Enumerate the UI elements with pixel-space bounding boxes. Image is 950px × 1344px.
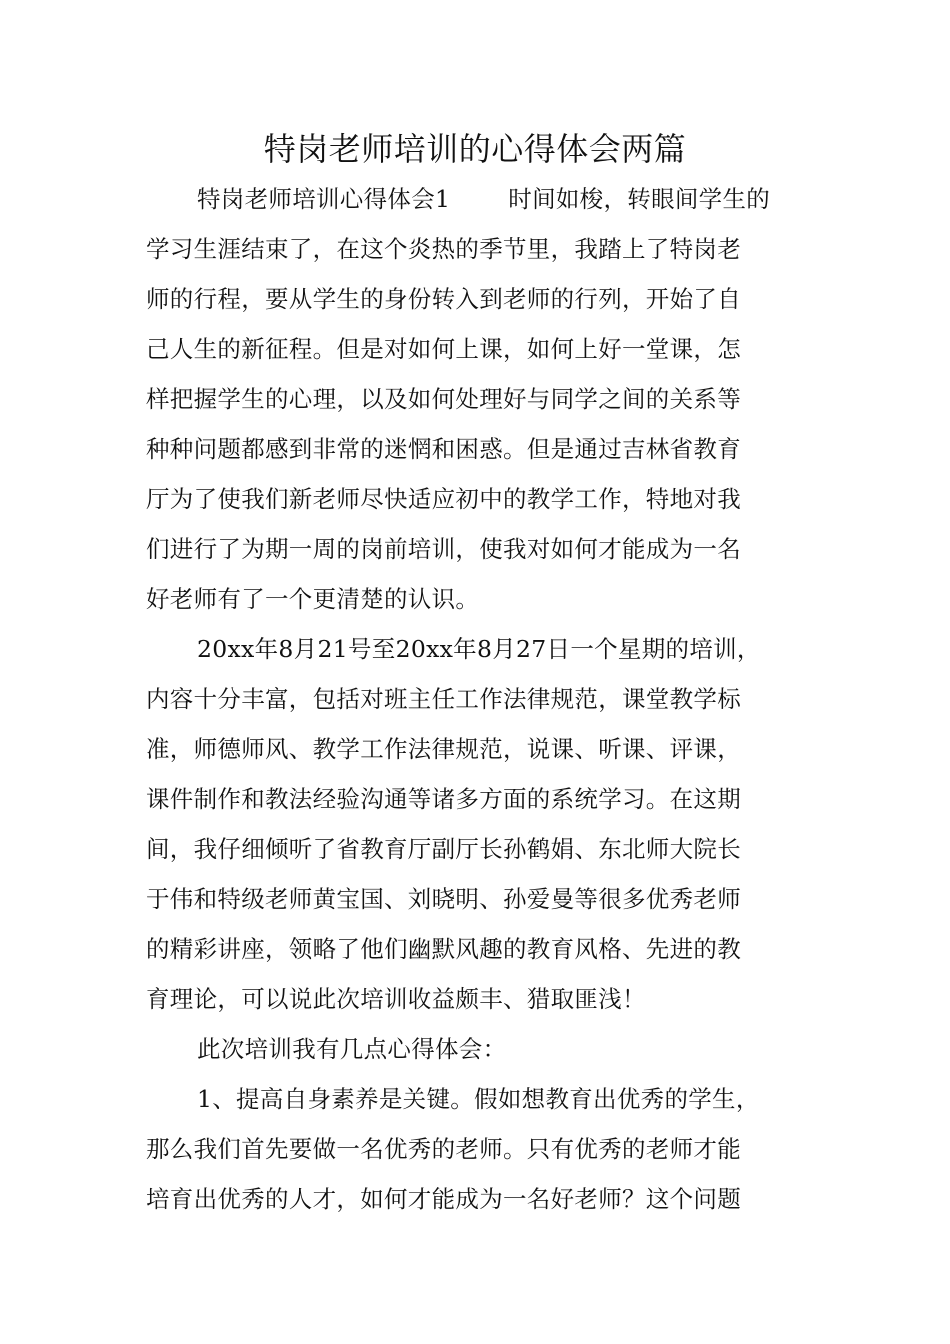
text-line: 好老师有了一个更清楚的认识。 bbox=[146, 585, 480, 613]
text-line: 准，师德师风、教学工作法律规范，说课、听课、评课， bbox=[146, 735, 741, 763]
text-line: 的精彩讲座，领略了他们幽默风趣的教育风格、先进的教 bbox=[146, 935, 741, 963]
text-line: 师的行程，要从学生的身份转入到老师的行列，开始了自 bbox=[146, 285, 741, 313]
text-line: 己人生的新征程。但是对如何上课，如何上好一堂课，怎 bbox=[146, 335, 741, 363]
text-line: 厅为了使我们新老师尽快适应初中的教学工作，特地对我 bbox=[146, 485, 741, 513]
text-line: 20xx年8月21号至20xx年8月27日一个星期的培训， bbox=[197, 635, 761, 663]
text-line: 1、提高自身素养是关键。假如想教育出优秀的学生， bbox=[197, 1085, 760, 1113]
text-line: 那么我们首先要做一名优秀的老师。只有优秀的老师才能 bbox=[146, 1135, 741, 1163]
line-text: 特岗老师培训心得体会1 bbox=[197, 185, 451, 213]
line-text: 时间如梭，转眼间学生的 bbox=[508, 185, 771, 213]
document-title: 特岗老师培训的心得体会两篇 bbox=[263, 130, 687, 168]
text-line: 学习生涯结束了，在这个炎热的季节里，我踏上了特岗老 bbox=[146, 235, 741, 263]
text-line: 此次培训我有几点心得体会： bbox=[197, 1035, 507, 1063]
text-line bbox=[146, 174, 832, 224]
text-line: 课件制作和教法经验沟通等诸多方面的系统学习。在这期 bbox=[146, 785, 741, 813]
text-line: 们进行了为期一周的岗前培训，使我对如何才能成为一名 bbox=[146, 535, 741, 563]
text-line: 内容十分丰富，包括对班主任工作法律规范，课堂教学标 bbox=[146, 685, 741, 713]
text-line: 培育出优秀的人才，如何才能成为一名好老师？这个问题 bbox=[146, 1185, 741, 1213]
text-line: 间，我仔细倾听了省教育厅副厅长孙鹤娟、东北师大院长 bbox=[146, 835, 741, 863]
text-line: 样把握学生的心理，以及如何处理好与同学之间的关系等 bbox=[146, 385, 741, 413]
text-line: 种种问题都感到非常的迷惘和困惑。但是通过吉林省教育 bbox=[146, 435, 741, 463]
document-body bbox=[146, 174, 832, 1224]
text-line: 育理论，可以说此次培训收益颇丰、猎取匪浅！ bbox=[146, 985, 646, 1013]
text-line: 于伟和特级老师黄宝国、刘晓明、孙爱曼等很多优秀老师 bbox=[146, 885, 741, 913]
